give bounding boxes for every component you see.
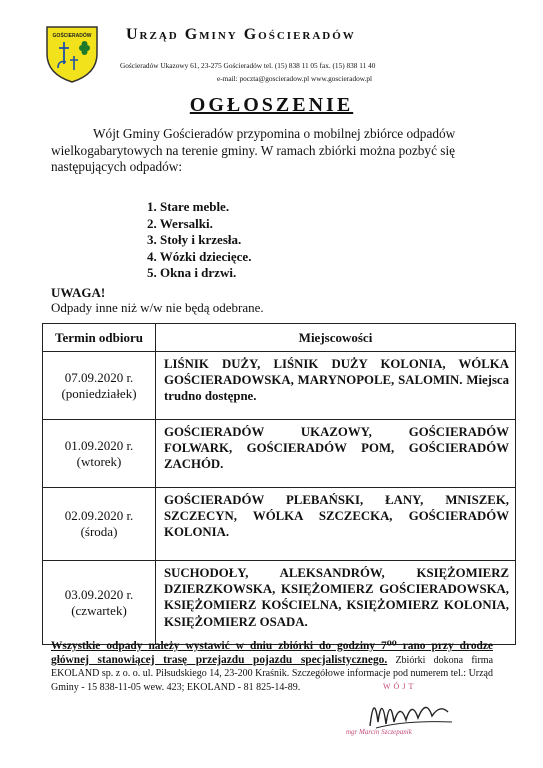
list-item: 5. Okna i drzwi. <box>147 265 237 280</box>
places-cell: LIŚNIK DUŻY, LIŚNIK DUŻY KOLONIA, WÓLKA GOŚCIERADOWSKA, MARYNOPOLE, SALOMIN. Miejsca trudno dostępne. <box>156 352 516 420</box>
announcement-title: OGŁOSZENIE <box>189 94 354 116</box>
day-name: (czwartek) <box>71 602 127 618</box>
date-cell <box>43 488 156 561</box>
list-item: 1. Stare meble. <box>147 199 230 214</box>
date-cell <box>43 352 156 420</box>
table-header-row <box>43 324 516 352</box>
places-cell: GOŚCIERADÓW UKAZOWY, GOŚCIERADÓW FOLWARK, GOŚCIERADÓW POM, GOŚCIERADÓW ZACHÓD. <box>156 420 516 488</box>
svg-text:GOŚCIERADÓW: GOŚCIERADÓW <box>52 33 92 39</box>
warning-text: Odpady inne niż w/w nie będą odebrane. <box>51 300 264 315</box>
table-row <box>43 420 516 488</box>
date-cell <box>43 561 156 645</box>
day-name: (wtorek) <box>76 453 122 469</box>
date-value: 01.09.2020 r. <box>64 437 134 453</box>
day-name: (środa) <box>80 524 118 539</box>
places-cell: SUCHODOŁY, ALEKSANDRÓW, KSIĘŻOMIERZ DZIERZKOWSKA, KSIĘŻOMIERZ GOŚCIERADOWSKA, KSIĘŻOMIERZ KOŚCIELNA, KSIĘŻOMIERZ KOLONIA, KSIĘŻOMIERZ OSADA. <box>156 561 516 645</box>
table-row <box>43 561 516 645</box>
table-row <box>43 488 516 561</box>
warning-label: UWAGA! <box>51 285 106 300</box>
date-value: 02.09.2020 r. <box>64 508 134 523</box>
footer-bold-instruction: Wszystkie odpady należy wystawić w dniu zbiórki do godziny 7⁰⁰ rano przy drodze głównej stanowiącej trasę przejazdu pojazdu specjalistycznego. <box>51 640 493 666</box>
list-item: 4. Wózki dziecięce. <box>147 248 252 264</box>
column-header-date: Termin odbioru <box>43 324 156 352</box>
waste-items-list <box>147 199 251 282</box>
address-contact-line: Gościeradów Ukazowy 61, 23-275 Gościeradów tel. (15) 838 11 05 fax. (15) 838 11 40 <box>120 61 376 70</box>
date-value: 03.09.2020 r. <box>64 586 134 602</box>
table-row <box>43 352 516 420</box>
organization-name: Urząd Gminy Gościeradów <box>126 26 356 43</box>
day-name: (poniedziałek) <box>61 385 137 401</box>
collection-schedule-table <box>42 323 516 645</box>
intro-paragraph: Wójt Gminy Gościeradów przypomina o mobilnej zbiórce odpadów wielkogabarytowych na terenie gminy. W ramach zbiórki można pozbyć się następujących odpadów: <box>51 126 456 174</box>
places-cell: GOŚCIERADÓW PLEBAŃSKI, ŁANY, MNISZEK, SZCZECYN, WÓLKA SZCZECKA, GOŚCIERADÓW KOLONIA. <box>156 488 516 561</box>
column-header-places: Miejscowości <box>156 324 516 352</box>
date-cell <box>43 420 156 488</box>
municipality-crest-logo <box>44 24 100 84</box>
email-website-line: e-mail: poczta@goscieradow.pl www.goscieradow.pl <box>217 74 373 83</box>
list-item: 2. Wersalki. <box>147 215 213 231</box>
date-value: 07.09.2020 r. <box>64 369 134 385</box>
signature-name: mgr Marcin Szczepanik <box>346 728 412 736</box>
signature-title: WÓJT <box>383 682 417 691</box>
footer-contact-info: Zbiórki dokona firma EKOLAND sp. z o. o. ul. Piłsudskiego 14, 23-200 Kraśnik. Szczegółowe informacje pod numerem tel.: Urząd Gminy - 15 838-11-05 wew. 423; EKOLAND - 81 825-14-89. <box>51 654 494 693</box>
list-item: 3. Stoły i krzesła. <box>147 232 242 247</box>
